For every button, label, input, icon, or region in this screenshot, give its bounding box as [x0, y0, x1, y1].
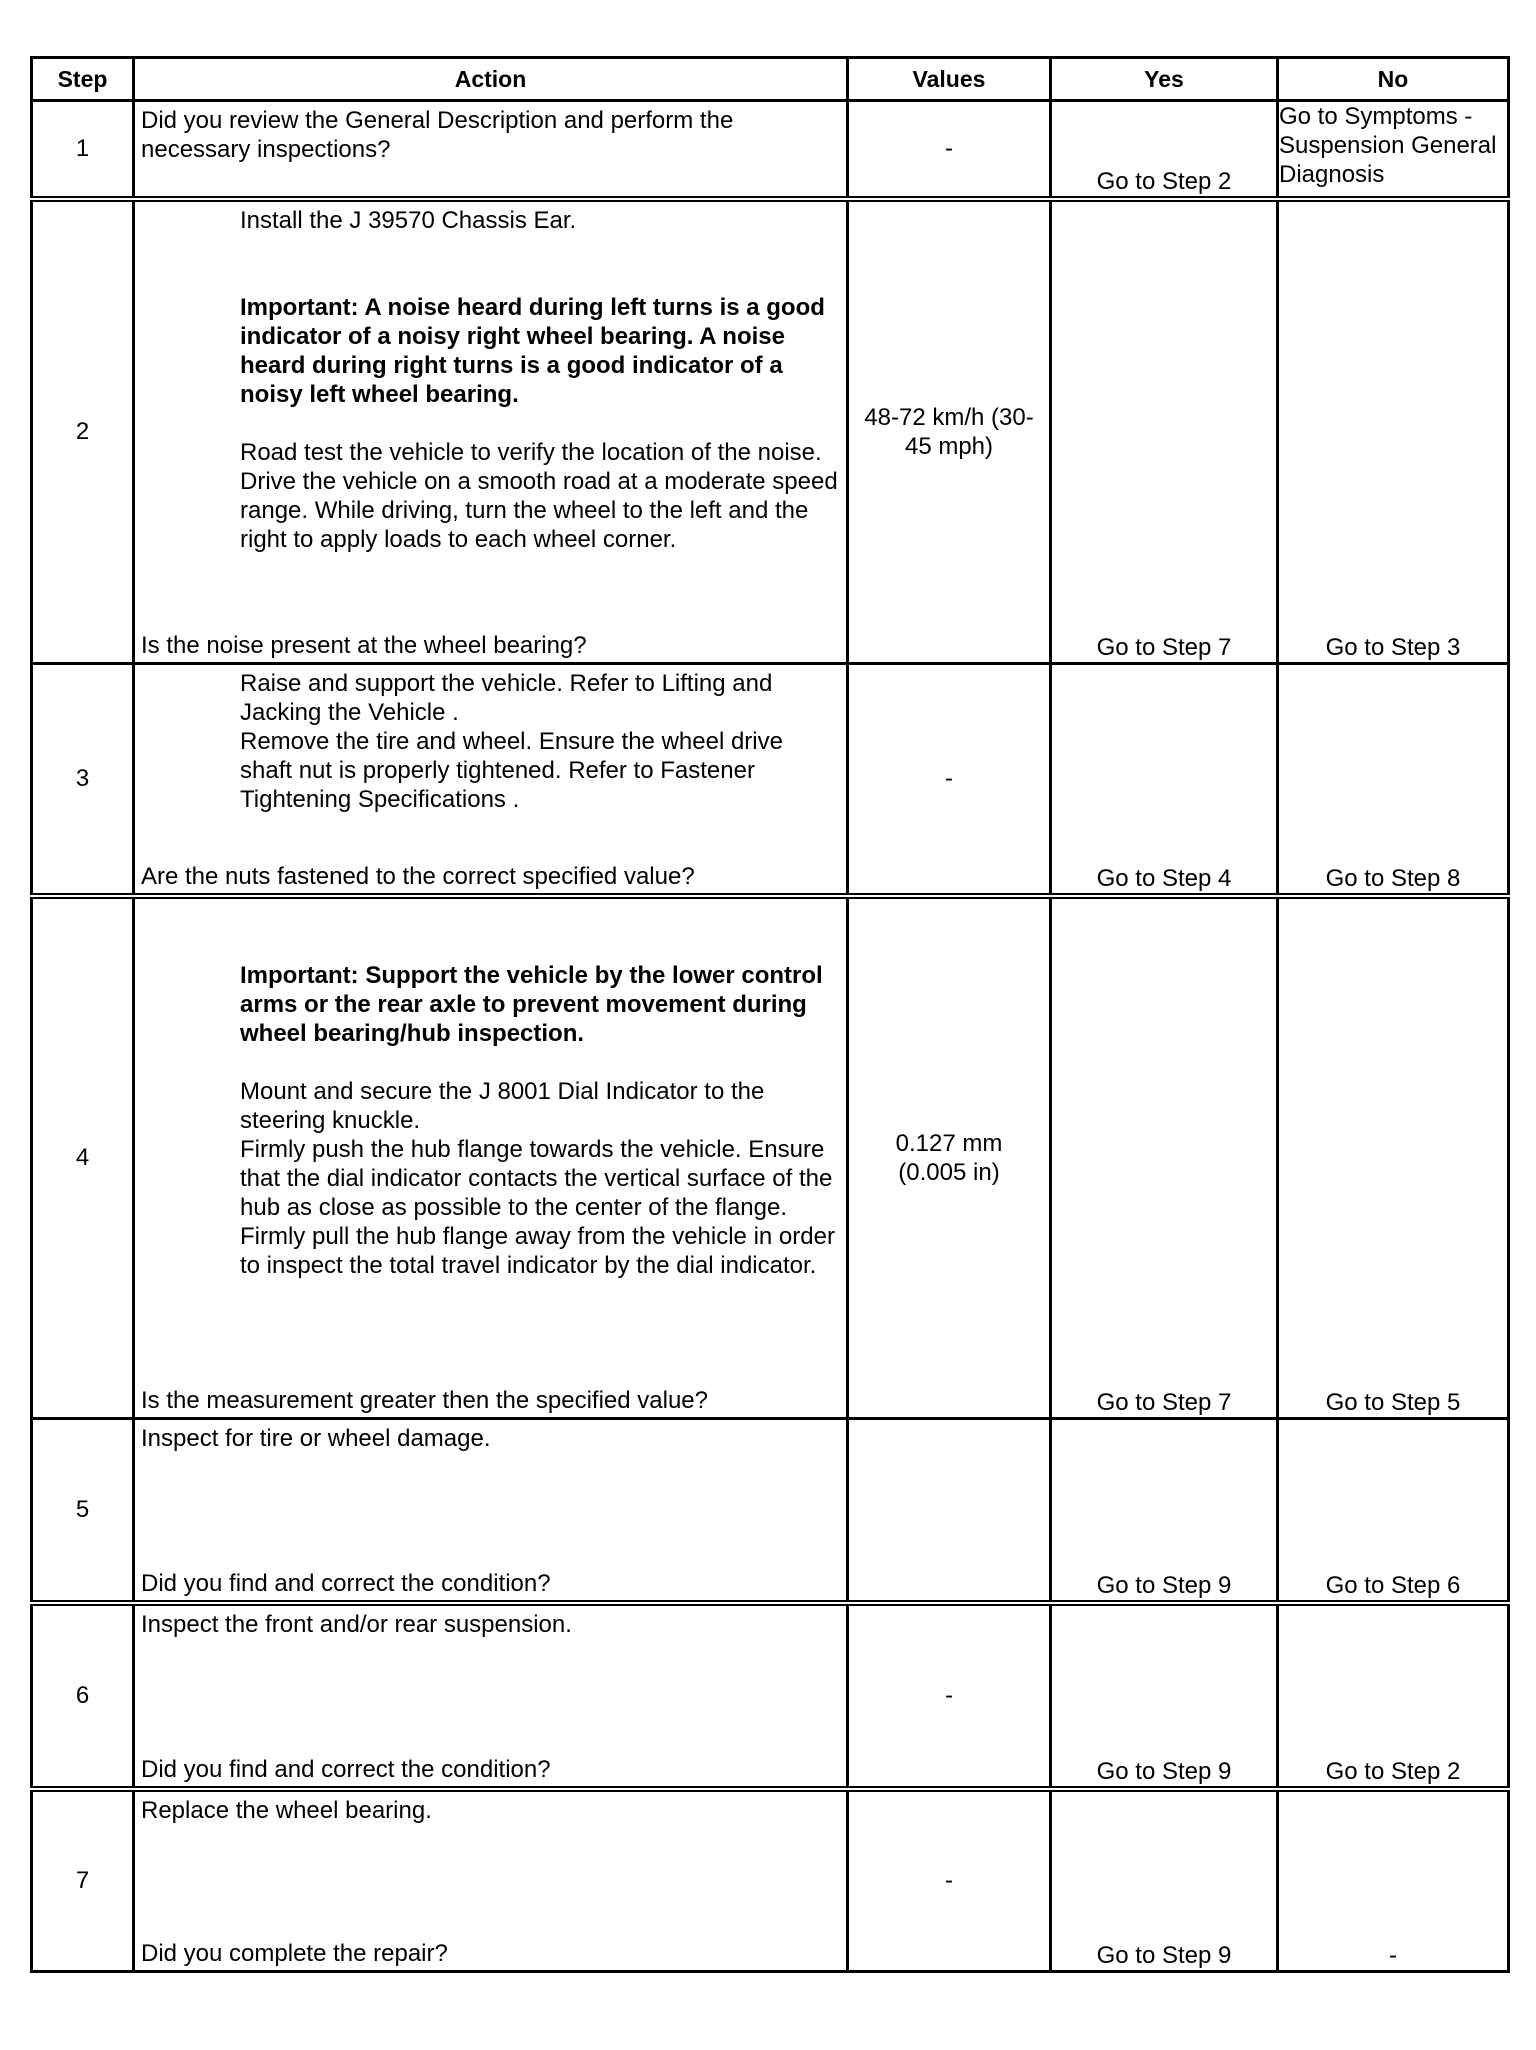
action-cell — [134, 1603, 848, 1789]
action-text: Road test the vehicle to verify the location of the noise. Drive the vehicle on a smooth road at a moderate speed range. While driving, turn the wheel to the left and the right to apply loads to each wheel corner. — [240, 438, 838, 553]
yes-cell: Go to Step 7 — [1051, 199, 1278, 664]
table-row — [32, 1603, 1509, 1789]
action-text: Inspect for tire or wheel damage. — [141, 1424, 491, 1452]
step-number: 1 — [32, 101, 134, 199]
no-cell: Go to Step 3 — [1278, 199, 1509, 664]
no-cell: Go to Step 8 — [1278, 663, 1509, 896]
action-cell — [134, 199, 848, 664]
action-question: Did you find and correct the condition? — [141, 1755, 551, 1783]
action-text: Remove the tire and wheel. Ensure the wheel drive shaft nut is properly tightened. Refer to Fastener Tightening Specifications . — [240, 727, 783, 813]
action-text: Raise and support the vehicle. Refer to Lifting and Jacking the Vehicle . — [240, 669, 773, 726]
step-number: 2 — [32, 199, 134, 664]
table-row — [32, 1789, 1509, 1972]
step-number: 7 — [32, 1789, 134, 1972]
action-text: Did you review the General Description and perform the necessary inspections? — [141, 107, 734, 163]
yes-cell: Go to Step 9 — [1051, 1603, 1278, 1789]
header-action: Action — [134, 58, 848, 101]
yes-cell: Go to Step 9 — [1051, 1418, 1278, 1603]
action-cell — [134, 101, 848, 199]
no-cell: Go to Step 5 — [1278, 896, 1509, 1419]
values-cell: 0.127 mm (0.005 in) — [848, 896, 1051, 1419]
table-row — [32, 1418, 1509, 1603]
table-row — [32, 101, 1509, 199]
action-text: Firmly pull the hub flange away from the vehicle in order to inspect the total travel indicator by the dial indicator. — [240, 1222, 835, 1279]
yes-cell: Go to Step 9 — [1051, 1789, 1278, 1972]
action-question: Did you complete the repair? — [141, 1939, 448, 1967]
action-question: Did you find and correct the condition? — [141, 1569, 551, 1597]
action-question: Is the measurement greater then the specified value? — [141, 1386, 708, 1414]
step-number: 3 — [32, 663, 134, 896]
action-text: Mount and secure the J 8001 Dial Indicator to the steering knuckle. — [240, 1077, 765, 1134]
step-number: 4 — [32, 896, 134, 1419]
step-number: 5 — [32, 1418, 134, 1603]
action-cell — [134, 896, 848, 1419]
action-question: Are the nuts fastened to the correct specified value? — [141, 862, 695, 890]
action-cell — [134, 663, 848, 896]
action-cell — [134, 1789, 848, 1972]
header-step: Step — [32, 58, 134, 101]
header-row — [32, 58, 1509, 101]
header-yes: Yes — [1051, 58, 1278, 101]
header-values: Values — [848, 58, 1051, 101]
table-row — [32, 199, 1509, 664]
header-no: No — [1278, 58, 1509, 101]
diagnostic-table — [30, 56, 1510, 1973]
values-cell: - — [848, 101, 1051, 199]
values-cell: - — [848, 1789, 1051, 1972]
action-text: Firmly push the hub flange towards the vehicle. Ensure that the dial indicator contacts the vertical surface of the hub as close as possible to the center of the flange. — [240, 1135, 833, 1221]
important-note: Important: A noise heard during left turns is a good indicator of a noisy right wheel bearing. A noise heard during right turns is a good indicator of a noisy left wheel bearing. — [240, 293, 825, 408]
no-cell: Go to Symptoms - Suspension General Diagnosis — [1278, 101, 1509, 199]
values-cell: - — [848, 663, 1051, 896]
step-number: 6 — [32, 1603, 134, 1789]
no-cell: Go to Step 6 — [1278, 1418, 1509, 1603]
values-cell — [848, 1418, 1051, 1603]
important-note: Important: Support the vehicle by the lower control arms or the rear axle to prevent movement during wheel bearing/hub inspection. — [240, 961, 823, 1047]
yes-cell: Go to Step 2 — [1051, 101, 1278, 199]
values-cell: - — [848, 1603, 1051, 1789]
no-cell: Go to Step 2 — [1278, 1603, 1509, 1789]
action-text: Install the J 39570 Chassis Ear. — [240, 206, 577, 234]
values-cell: 48-72 km/h (30-45 mph) — [848, 199, 1051, 664]
table-row — [32, 663, 1509, 896]
yes-cell: Go to Step 7 — [1051, 896, 1278, 1419]
action-text: Replace the wheel bearing. — [141, 1796, 432, 1824]
action-text: Inspect the front and/or rear suspension. — [141, 1610, 572, 1638]
action-cell — [134, 1418, 848, 1603]
yes-cell: Go to Step 4 — [1051, 663, 1278, 896]
no-cell: - — [1278, 1789, 1509, 1972]
table-row — [32, 896, 1509, 1419]
action-question: Is the noise present at the wheel bearing? — [141, 631, 587, 659]
